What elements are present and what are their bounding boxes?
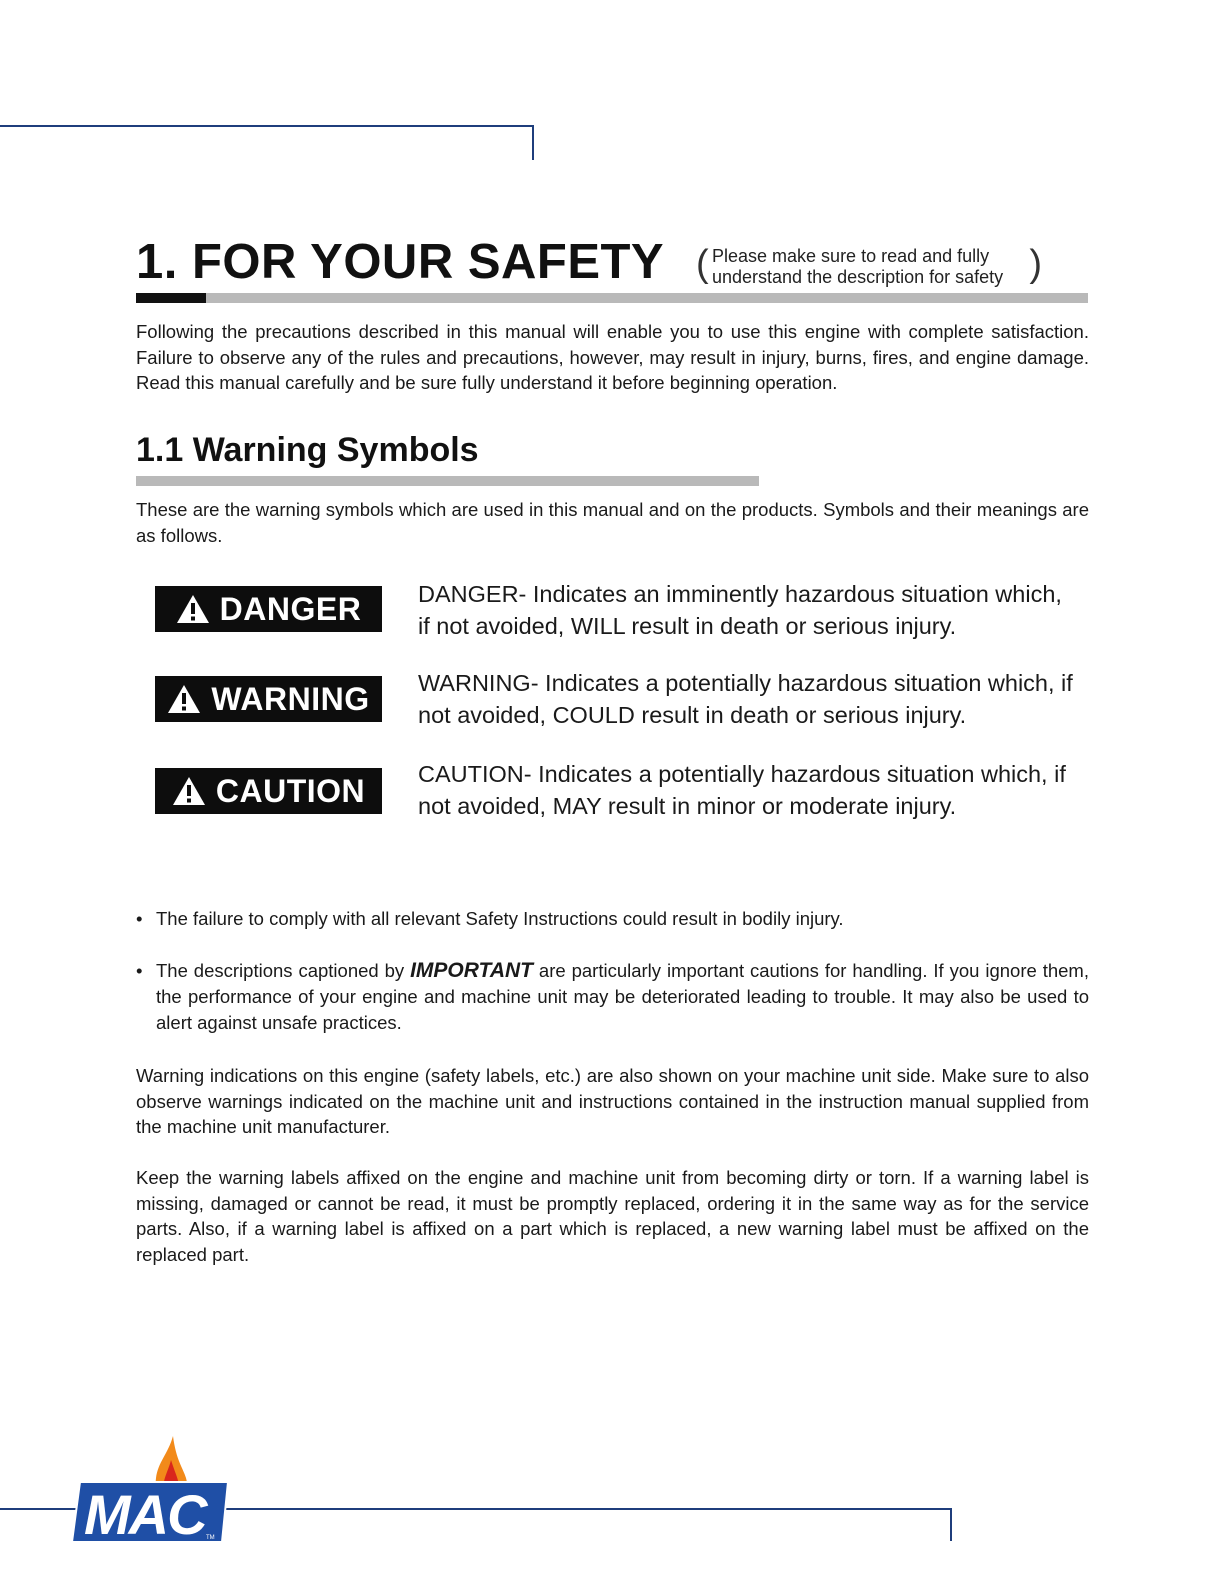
logo-trademark: TM [206, 1535, 215, 1541]
bullet-text: The failure to comply with all relevant Safety Instructions could result in bodily injury. [156, 908, 844, 929]
safety-note [696, 244, 1044, 290]
section-intro: These are the warning symbols which are used in this manual and on the products. Symbols and their meanings are as follows. [136, 499, 1089, 546]
note-text [712, 246, 1003, 288]
danger-line-2: if not avoided, WILL result in death or serious injury. [418, 613, 957, 639]
note-line-1: Please make sure to read and fully [712, 246, 990, 266]
caution-line-2: not avoided, MAY result in minor or moderate injury. [418, 793, 957, 819]
warning-line-2: not avoided, COULD result in death or serious injury. [418, 702, 967, 728]
caution-label-text: CAUTION [215, 773, 366, 809]
top-rule-horizontal [0, 125, 534, 127]
note-paren-open: ( [696, 243, 709, 285]
caution-description [418, 758, 1098, 822]
note-paren-close: ) [1029, 243, 1042, 285]
danger-label-text: DANGER [219, 591, 362, 627]
warning-indications-paragraph: Warning indications on this engine (safety labels, etc.) are also shown on your machine unit side. Make sure to also observe warnings indicated on the machine unit and instructions contained in the instruction manual supplied from the machine unit manufacturer. [136, 1065, 1089, 1137]
warning-triangle-icon [176, 594, 210, 624]
bullet-item-important [136, 958, 1089, 1036]
caution-line-1: CAUTION- Indicates a potentially hazardous situation which, if [418, 761, 1066, 787]
intro-paragraph: Following the precautions described in this manual will enable you to use this engine with complete satisfaction. Failure to observe any of the rules and precautions, however, may result in injury, burns, fires, and engine damage. Read this manual carefully and be sure fully understand it before beginning operation. [136, 321, 1089, 393]
keep-labels-paragraph: Keep the warning labels affixed on the engine and machine unit from becoming dirty or torn. If a warning label is missing, damaged or cannot be read, it must be promptly replaced, ordering it in the same way as for the service parts. Also, if a warning label is affixed on a part which is replaced, a new warning label must be affixed on the replaced part. [136, 1167, 1089, 1265]
title-underline-bar [136, 293, 1088, 303]
title-underline-accent [136, 293, 206, 303]
warning-description [418, 667, 1098, 731]
warning-label [155, 676, 382, 722]
top-rule-vertical [532, 125, 534, 160]
bullet-text-prefix: The descriptions captioned by [156, 960, 411, 981]
caution-label [155, 768, 382, 814]
bullet-marker: • [136, 960, 143, 981]
important-emphasis: IMPORTANT [410, 959, 533, 982]
danger-description [418, 578, 1098, 642]
danger-line-1: DANGER- Indicates an imminently hazardous situation which, [418, 581, 1062, 607]
section-heading: 1.1 Warning Symbols [136, 431, 479, 469]
warning-label-text: WARNING [211, 681, 370, 717]
logo-text: MAC [84, 1483, 206, 1544]
note-line-2: understand the description for safety [712, 267, 1004, 287]
section-underline-bar [136, 476, 759, 486]
danger-label [155, 586, 382, 632]
bullet-text-suffix: are particularly important cautions for handling. If you ignore them, the performance of your engine and machine unit may be deteriorated leading to trouble. It may also be used to alert against unsafe practices. [156, 960, 1089, 1033]
bullet-marker: • [136, 908, 143, 929]
bottom-rule-vertical [950, 1508, 952, 1541]
bullet-text [156, 958, 1089, 1036]
warning-line-1: WARNING- Indicates a potentially hazardous situation which, if [418, 670, 1073, 696]
mac-logo [70, 1436, 232, 1544]
page-title: 1. FOR YOUR SAFETY [136, 235, 665, 289]
bullet-item-compliance [136, 906, 1089, 932]
warning-triangle-icon [167, 684, 201, 714]
warning-triangle-icon [172, 776, 206, 806]
